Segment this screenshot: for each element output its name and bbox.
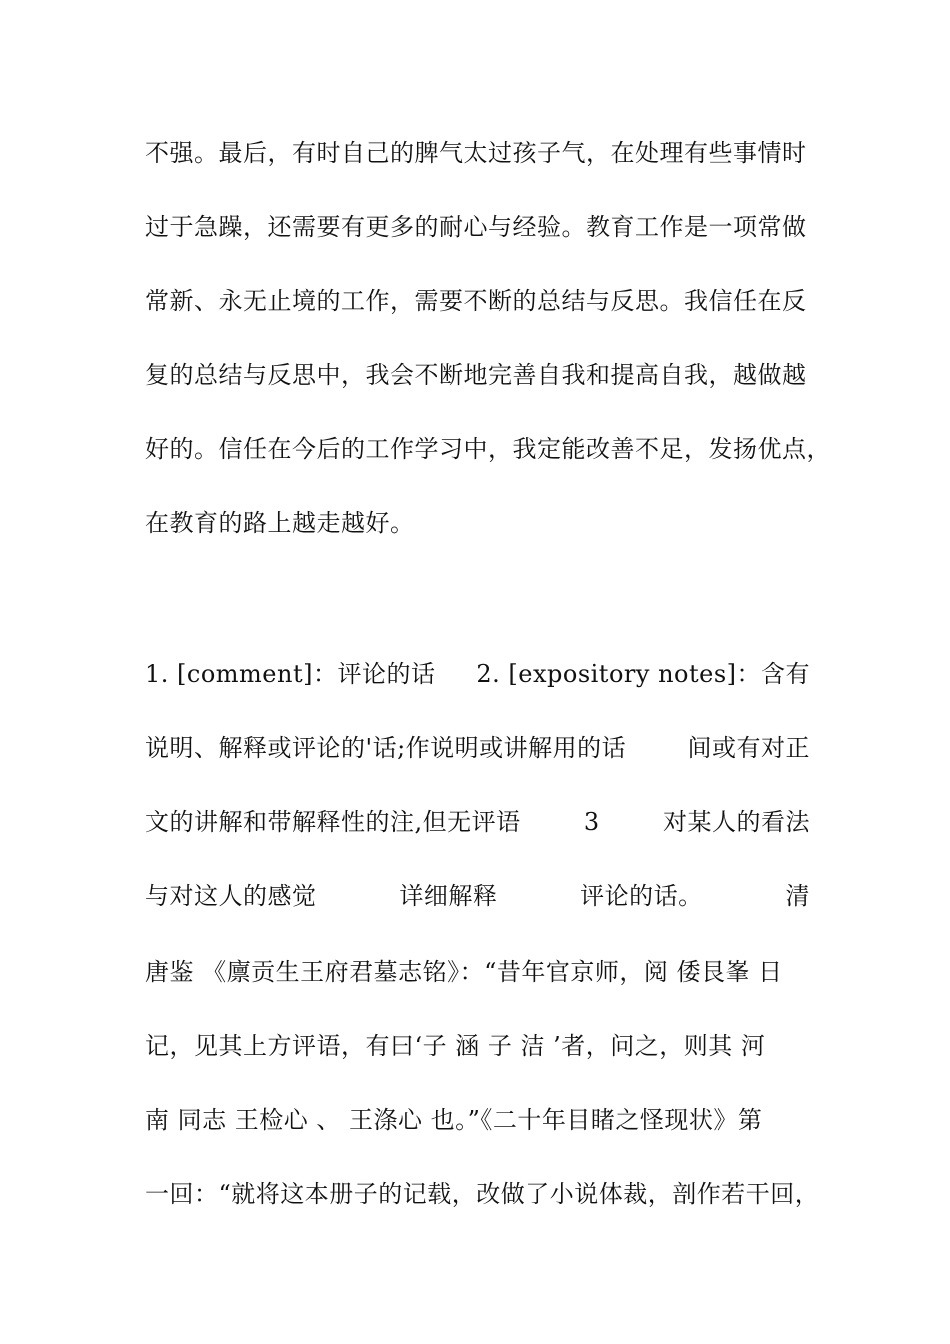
text-line: 好的。信任在今后的工作学习中，我定能改善不足，发扬优点，: [145, 435, 831, 463]
text-line: 南 同志 王检心 、 王涤心 也。”《二十年目睹之怪现状》第: [145, 1106, 763, 1134]
text-line: 一回：“就将这本册子的记载，改做了小说体裁，剖作若干回，: [145, 1180, 820, 1208]
text-segment: 与对这人的感觉: [145, 882, 317, 910]
text-line: 不强。最后，有时自己的脾气太过孩子气，在处理有些事情时: [145, 139, 807, 167]
text-segment: 清: [785, 882, 810, 910]
text-segment: 文的讲解和带解释性的注,但无评语: [145, 808, 521, 836]
text-segment: 间或有对正: [687, 734, 810, 762]
text-line: 记，见其上方评语，有曰‘子 涵 子 洁 ’者，问之，则其 河: [145, 1032, 766, 1060]
text-line: 在教育的路上越走越好。: [145, 509, 415, 537]
text-line: [145, 806, 810, 838]
text-segment: 评论的话。: [580, 882, 703, 910]
text-line: 唐鉴 《廪贡生王府君墓志铭》：“昔年官京师，阅 倭艮峯 日: [145, 958, 783, 986]
definition-item-1: 1. [comment]：评论的话: [145, 660, 436, 688]
text-line: [145, 658, 810, 690]
text-line: 复的总结与反思中，我会不断地完善自我和提高自我，越做越: [145, 361, 807, 389]
text-line: 常新、永无止境的工作，需要不断的总结与反思。我信任在反: [145, 287, 807, 315]
text-line: 过于急躁，还需要有更多的耐心与经验。教育工作是一项常做: [145, 213, 807, 241]
text-line: [145, 732, 810, 764]
text-segment: 对某人的看法: [662, 808, 810, 836]
text-segment: 说明、解释或评论的'话;作说明或讲解用的话: [145, 734, 627, 762]
definition-item-3: 3: [583, 808, 600, 836]
definition-item-2: 2. [expository notes]：含有: [476, 660, 810, 688]
text-line: [145, 880, 810, 912]
text-segment: 详细解释: [399, 882, 498, 910]
